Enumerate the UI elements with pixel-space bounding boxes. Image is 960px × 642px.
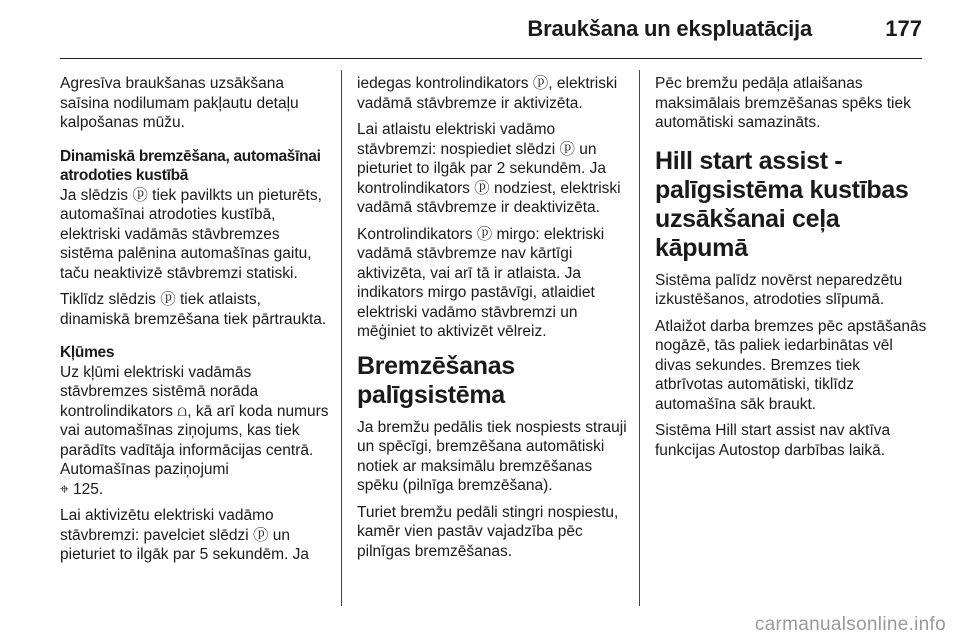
text-column-1 — [60, 74, 332, 572]
paragraph: Turiet bremžu pedāli stingri nospiestu, kamēr vien pastāv vajadzība pēc pilnīgas bremzēšanas. — [357, 503, 619, 560]
section-subheading-faults: Kļūmes — [60, 344, 115, 361]
column-divider-1 — [341, 70, 342, 606]
page-reference-arrow-icon: ⌖ — [60, 480, 69, 498]
paragraph: Atlaižot darba bremzes pēc apstāšanās nogāzē, tās paliek iedarbinātas vēl divas sekundes. Bremzes tiek atbrīvotas automātiski, tiklīdz automašīna sāk braukt. — [655, 317, 927, 413]
text-column-3 — [655, 74, 927, 467]
chapter-title: Braukšana un ekspluatācija — [527, 16, 812, 41]
page-number: 177 — [885, 16, 922, 41]
paragraph: Kontrolindikators ⓟ mirgo: elektriski vadāmā stāvbremze nav kārtīgi aktivizēta, vai arī tā ir atlaista. Ja indikators mirgo pastāvīgi, atlaidiet elektriski vadāmo stāvbremzi un mēģiniet to aktivizēt vēlreiz. — [357, 225, 605, 340]
page-header — [60, 0, 922, 59]
paragraph: Sistēma palīdz novērst neparedzētu izkustēšanos, atrodoties slīpumā. — [655, 271, 903, 308]
paragraph: Lai aktivizētu elektriski vadāmo stāvbremzi: pavelciet slēdzi ⓟ un pieturiet to ilgāk par 5 sekundēm. Ja — [60, 507, 309, 563]
paragraph: Tiklīdz slēdzis ⓟ tiek atlaists, dinamiskā bremzēšana tiek pārtraukta. — [60, 291, 327, 328]
text-column-2 — [357, 74, 629, 568]
paragraph: Ja slēdzis ⓟ tiek pavilkts un pieturēts, automašīnai atrodoties kustībā, elektriski vadāmās stāvbremzes sistēma palēnina automašīnas gaitu, taču neaktivizē stāvbremzi statiski. — [60, 186, 322, 282]
paragraph: iedegas kontrolindikators ⓟ, elektriski vadāmā stāvbremze ir aktivizēta. — [357, 75, 618, 112]
page-reference-link[interactable]: 125. — [73, 480, 104, 498]
paragraph: Ja bremžu pedālis tiek nospiests strauji un spēcīgi, bremzēšana automātiski notiek ar maksimālu bremzēšanas spēku (pilnīga bremzēšana). — [357, 418, 627, 494]
paragraph-text: Uz kļūmi elektriski vadāmās stāvbremzes sistēmā norāda kontrolindikators ⩍, kā arī koda numurs vai automašīnas ziņojums, kas tiek parādīts vadītāja informācijas centrā. Automašīnas paziņojumi — [60, 363, 329, 478]
section-heading-brake-assist: Bremzēšanas palīgsistēma — [357, 351, 515, 409]
paragraph: Lai atlaistu elektriski vadāmo stāvbremzi: nospiediet slēdzi ⓟ un pieturiet to ilgāk par 2 sekundēm. Ja kontrolindikators ⓟ nodziest, elektriski vadāmā stāvbremze ir deaktivizēta. — [357, 121, 621, 216]
paragraph: Pēc bremžu pedāļa atlaišanas maksimālais bremzēšanas spēks tiek automātiski samazināts. — [655, 75, 911, 131]
section-subheading-dynamic-braking: Dinamiskā bremzēšana, automašīnai atrodoties kustībā — [60, 147, 321, 184]
paragraph — [60, 363, 332, 500]
column-divider-2 — [639, 70, 640, 606]
paragraph: Sistēma Hill start assist nav aktīva funkcijas Autostop darbības laikā. — [655, 422, 891, 459]
paragraph: Agresīva braukšanas uzsākšana saīsina nodilumam pakļautu detaļu kalpošanas mūžu. — [60, 75, 299, 131]
section-heading-hill-start-assist: Hill start assist - palīgsistēma kustības uzsākšanai ceļa kāpumā — [655, 146, 909, 262]
watermark: carmanualsonline.info — [754, 614, 946, 635]
